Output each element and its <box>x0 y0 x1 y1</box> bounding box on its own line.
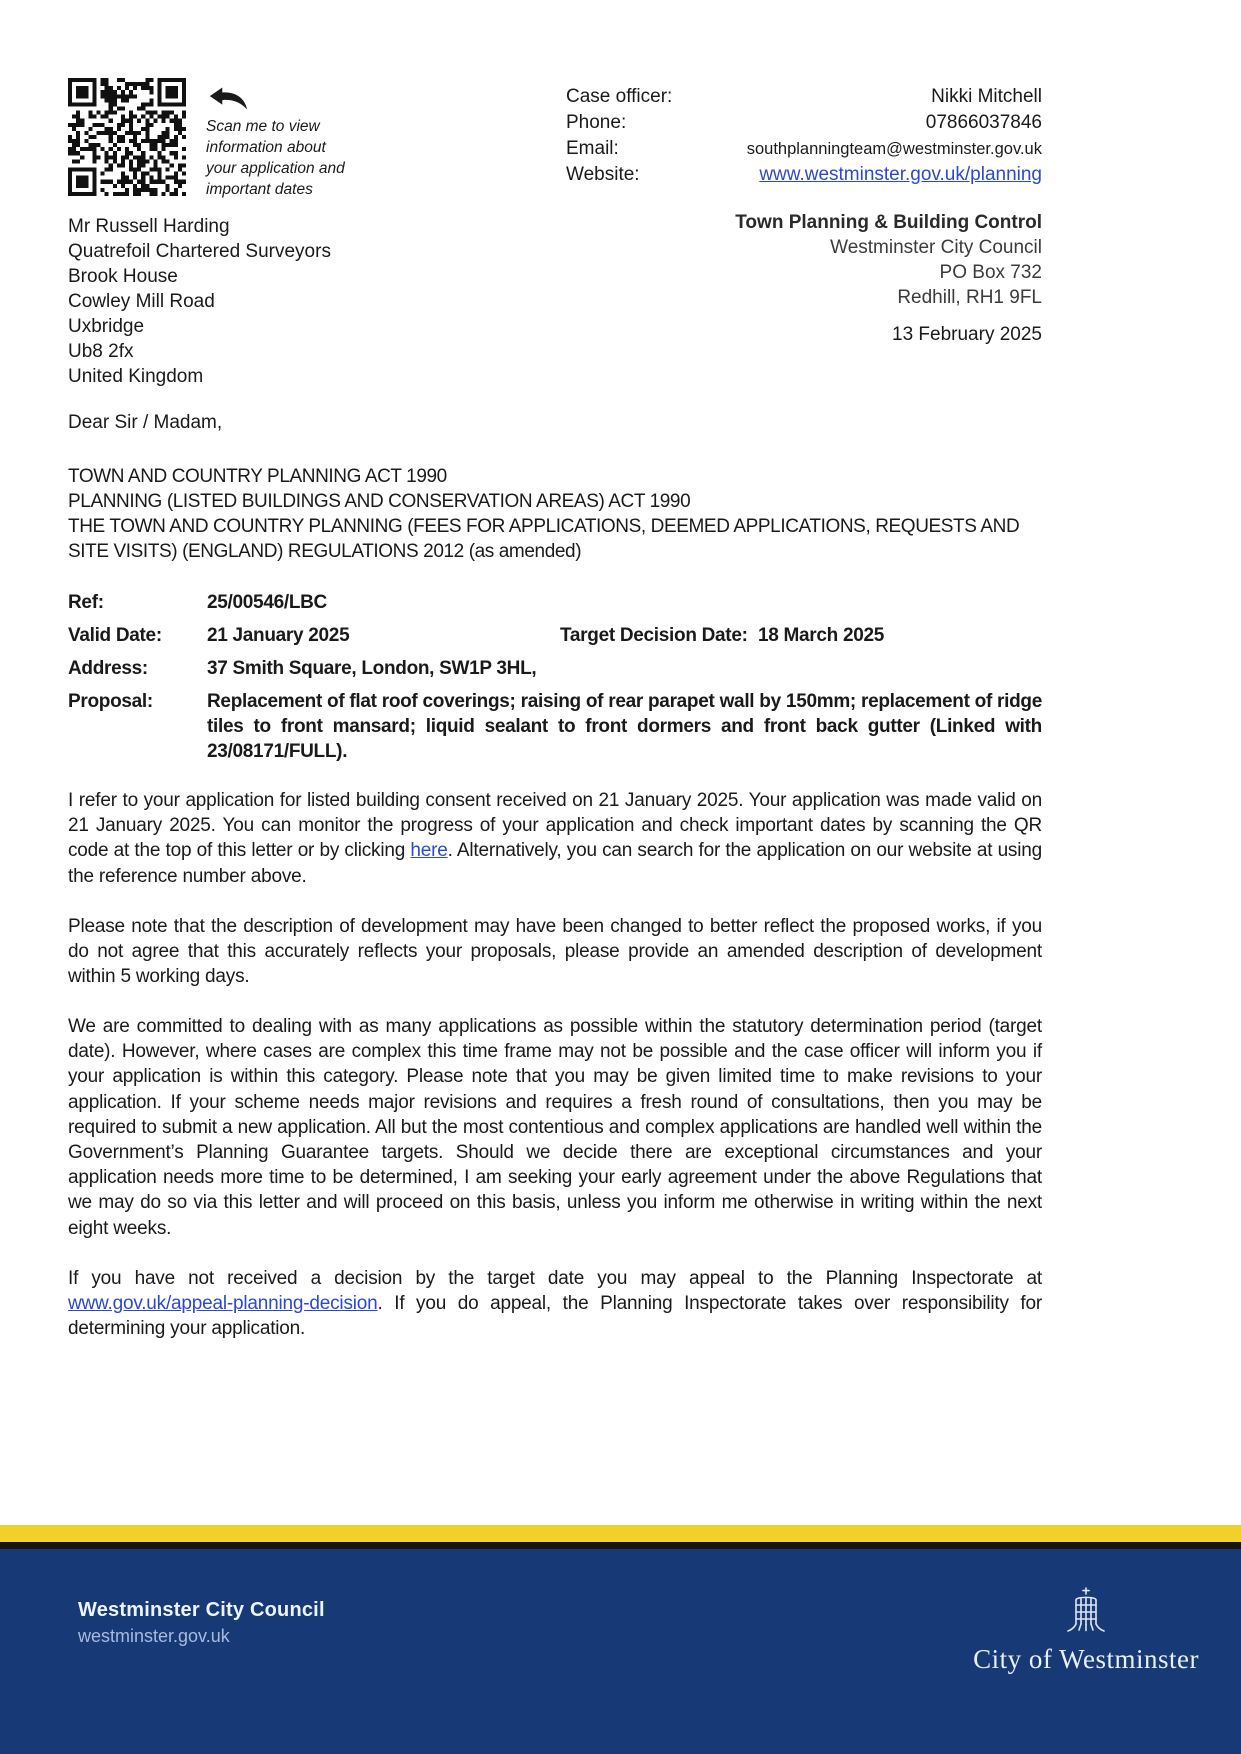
valid-date-value: 21 January 2025 <box>207 625 350 646</box>
target-decision-date-value: 18 March 2025 <box>758 625 885 646</box>
recipient-line: Quatrefoil Chartered Surveyors <box>68 241 331 262</box>
footer-yellow-band <box>0 1525 1241 1542</box>
recipient-line: Cowley Mill Road <box>68 291 215 312</box>
paragraph-determination-period: We are committed to dealing with as many applications as possible within the statutory determination period (target date). However, where cases are complex this time frame may not be possible and the case officer will inform you if your application is within this category. Please note that you may be given limited time to make revisions to your application. If your scheme needs major revisions and requires a fresh round of consultations, then you may be required to submit a new application. All but the most contentious and complex applications are handled well within the Government’s Planning Guarantee targets. Should we decide there are exceptional circumstances and your application needs more time to be determined, I am seeking your early agreement under the above Regulations that we may do so via this letter and will proceed on this basis, unless you inform me otherwise in writing within the next eight weeks. <box>68 1016 1042 1239</box>
scan-caption-block <box>206 86 386 200</box>
valid-date-label: Valid Date: <box>68 625 162 646</box>
recipient-line: Brook House <box>68 266 178 287</box>
footer-org-url: westminster.gov.uk <box>78 1626 230 1646</box>
ref-label: Ref: <box>68 592 104 613</box>
footer-crest-caption: City of Westminster <box>973 1644 1199 1674</box>
recipient-line: Mr Russell Harding <box>68 216 230 237</box>
sender-department: Town Planning & Building Control <box>735 212 1042 233</box>
proposal-value: Replacement of flat roof coverings; raising of rear parapet wall by 150mm; replacement of ridge tiles to front mansard; liquid sealant to front dormers and front back gutter (Linked with 23/08171/FULL). <box>207 691 1042 762</box>
website-link[interactable]: www.westminster.gov.uk/planning <box>759 164 1042 185</box>
paragraph-description-change: Please note that the description of development may have been changed to better reflect the proposed works, if you do not agree that this accurately reflects your proposals, please provide an amended description of development within 5 working days. <box>68 916 1042 988</box>
reference-details <box>68 590 1042 772</box>
scan-caption-line: your application and <box>206 160 345 177</box>
paragraph-application-received <box>68 788 1042 889</box>
target-decision-date-label: Target Decision Date: <box>560 625 748 646</box>
letter-date: 13 February 2025 <box>892 324 1042 345</box>
valid-date-row <box>68 623 1042 648</box>
contact-row-case-officer <box>566 84 1042 110</box>
qr-code-icon <box>68 78 186 196</box>
contact-row-phone <box>566 110 1042 136</box>
scan-caption-line: information about <box>206 139 326 156</box>
address-value: 37 Smith Square, London, SW1P 3HL, <box>207 658 537 679</box>
ref-row <box>68 590 1042 615</box>
paragraph-text: If you have not received a decision by the target date you may appeal to the Planning Inspectorate at <box>68 1268 1042 1289</box>
recipient-address-block <box>68 214 331 389</box>
website-label: Website: <box>566 164 640 185</box>
scan-caption-line: important dates <box>206 181 313 198</box>
city-of-westminster-crest-icon <box>1065 1587 1107 1637</box>
proposal-label: Proposal: <box>68 691 153 712</box>
here-link[interactable]: here <box>410 840 448 862</box>
legislation-line: PLANNING (LISTED BUILDINGS AND CONSERVATION AREAS) ACT 1990 <box>68 491 691 512</box>
salutation: Dear Sir / Madam, <box>68 412 223 433</box>
proposal-row <box>68 689 1042 764</box>
sender-address-block <box>642 210 1042 347</box>
contact-row-website <box>566 162 1042 188</box>
contact-row-email <box>566 136 1042 162</box>
sender-line: Redhill, RH1 9FL <box>897 287 1042 308</box>
case-officer-label: Case officer: <box>566 86 673 107</box>
footer-org-name: Westminster City Council <box>78 1599 325 1621</box>
footer <box>0 1549 1241 1754</box>
phone-value: 07866037846 <box>925 112 1042 133</box>
phone-label: Phone: <box>566 112 627 133</box>
recipient-line: Ub8 2fx <box>68 341 134 362</box>
address-label: Address: <box>68 658 148 679</box>
email-value: southplanningteam@westminster.gov.uk <box>746 140 1042 158</box>
footer-left-block <box>78 1597 325 1648</box>
case-officer-value: Nikki Mitchell <box>931 86 1042 107</box>
contact-block <box>566 84 1042 188</box>
scan-caption-line: Scan me to view <box>206 118 320 135</box>
email-label: Email: <box>566 138 619 159</box>
footer-right-block <box>973 1587 1199 1675</box>
legislation-line: THE TOWN AND COUNTRY PLANNING (FEES FOR APPLICATIONS, DEEMED APPLICATIONS, REQUESTS AND SITE VISITS) (ENGLAND) REGULATIONS 2012 (as amended) <box>68 516 1020 562</box>
legislation-block <box>68 464 1042 564</box>
paragraph-appeal <box>68 1266 1042 1342</box>
address-row <box>68 656 1042 681</box>
sender-line: PO Box 732 <box>939 262 1042 283</box>
footer-dark-band <box>0 1542 1241 1549</box>
sender-line: Westminster City Council <box>830 237 1042 258</box>
paragraph-text: . Alternatively, you can search for the application on our website at using the reference number above. <box>68 840 1042 887</box>
reply-arrow-icon <box>208 86 248 110</box>
paragraph-text: . If you do appeal, the Planning Inspectorate takes over responsibility for determining your application. <box>68 1293 1042 1340</box>
recipient-line: United Kingdom <box>68 366 204 387</box>
legislation-line: TOWN AND COUNTRY PLANNING ACT 1990 <box>68 466 447 487</box>
appeal-link[interactable]: www.gov.uk/appeal-planning-decision <box>68 1293 378 1315</box>
recipient-line: Uxbridge <box>68 316 145 337</box>
paragraph-text: I refer to your application for listed building consent received on 21 January 2025. Your application was made valid on 21 January 2025. You can monitor the progress of your application and check important dates by scanning the QR code at the top of this letter or by clicking <box>68 790 1042 862</box>
ref-value: 25/00546/LBC <box>207 592 327 613</box>
